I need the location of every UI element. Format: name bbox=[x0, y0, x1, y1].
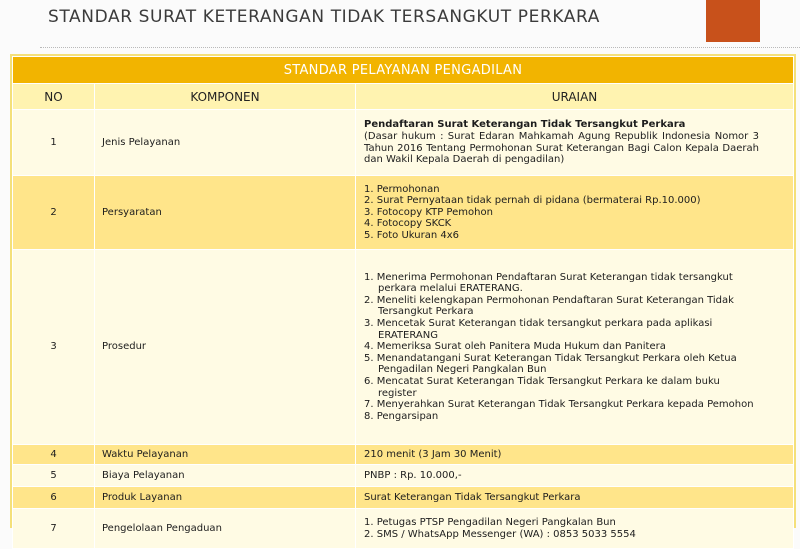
table-banner: STANDAR PELAYANAN PENGADILAN bbox=[13, 57, 794, 84]
accent-corner-box bbox=[706, 0, 760, 42]
column-header-no: NO bbox=[13, 84, 95, 110]
row-number: 6 bbox=[13, 487, 95, 509]
list-item: 3. Mencetak Surat Keterangan tidak tersangkut perkara pada aplikasi ERATERANG bbox=[364, 318, 713, 341]
list-item: 2. Meneliti kelengkapan Permohonan Pendaftaran Surat Keterangan Tidak Tersangkut Perkara bbox=[364, 294, 734, 318]
row-number: 2 bbox=[13, 176, 95, 250]
row-component: Persyaratan bbox=[95, 176, 356, 250]
row-description bbox=[356, 176, 794, 250]
service-standard-panel bbox=[10, 54, 796, 540]
title-divider bbox=[40, 47, 800, 48]
row-number: 1 bbox=[13, 110, 95, 176]
row-component: Biaya Pelayanan bbox=[95, 465, 356, 487]
procedure-list bbox=[364, 272, 759, 423]
list-item: 2. Surat Pernyataan tidak pernah di pidana (bermaterai Rp.10.000) bbox=[364, 195, 701, 207]
list-item: 2. SMS / WhatsApp Messenger (WA) : 0853 5033 5554 bbox=[364, 528, 636, 540]
row-number: 5 bbox=[13, 465, 95, 487]
row-description bbox=[356, 509, 794, 549]
column-header-komponen: KOMPONEN bbox=[95, 84, 356, 110]
list-item: 1. Permohonan bbox=[364, 183, 440, 195]
row-component: Produk Layanan bbox=[95, 487, 356, 509]
description-text: (Dasar hukum : Surat Edaran Mahkamah Agung Republik Indonesia Nomor 3 Tahun 2016 Tentang Permohonan Surat Keterangan Bagi Calon Kepala Daerah dan Wakil Kepala Daerah di pengadilan) bbox=[364, 130, 759, 166]
description-title: Pendaftaran Surat Keterangan Tidak Tersangkut Perkara bbox=[364, 119, 686, 131]
row-component: Jenis Pelayanan bbox=[95, 110, 356, 176]
list-item: 4. Fotocopy SKCK bbox=[364, 218, 452, 230]
table-row bbox=[13, 509, 794, 549]
list-item: 5. Menandatangani Surat Keterangan Tidak Tersangkut Perkara oleh Ketua Pengadilan Negeri Pangkalan Bun bbox=[364, 352, 737, 376]
table-header-row bbox=[13, 84, 794, 110]
column-header-uraian: URAIAN bbox=[356, 84, 794, 110]
table-row bbox=[13, 110, 794, 176]
row-description bbox=[356, 110, 794, 176]
list-item: 1. Petugas PTSP Pengadilan Negeri Pangkalan Bun bbox=[364, 516, 616, 528]
table-row bbox=[13, 487, 794, 509]
list-item: 1. Menerima Permohonan Pendaftaran Surat Keterangan tidak tersangkut perkara melalui ERATERANG. bbox=[364, 271, 733, 295]
row-description: Surat Keterangan Tidak Tersangkut Perkara bbox=[356, 487, 794, 509]
page-title: STANDAR SURAT KETERANGAN TIDAK TERSANGKUT PERKARA bbox=[48, 7, 600, 27]
row-component: Waktu Pelayanan bbox=[95, 445, 356, 465]
row-description: PNBP : Rp. 10.000,- bbox=[356, 465, 794, 487]
requirements-list bbox=[364, 184, 759, 242]
list-item: 5. Foto Ukuran 4x6 bbox=[364, 229, 459, 241]
row-description bbox=[356, 250, 794, 445]
row-component: Pengelolaan Pengaduan bbox=[95, 509, 356, 549]
row-number: 3 bbox=[13, 250, 95, 445]
service-standard-table bbox=[12, 56, 794, 549]
row-number: 4 bbox=[13, 445, 95, 465]
row-number: 7 bbox=[13, 509, 95, 549]
table-row bbox=[13, 445, 794, 465]
list-item: 3. Fotocopy KTP Pemohon bbox=[364, 206, 493, 218]
table-row bbox=[13, 465, 794, 487]
row-component: Prosedur bbox=[95, 250, 356, 445]
list-item: 6. Mencatat Surat Keterangan Tidak Tersangkut Perkara ke dalam buku register bbox=[364, 375, 720, 399]
table-banner-row bbox=[13, 57, 794, 84]
list-item: 4. Memeriksa Surat oleh Panitera Muda Hukum dan Panitera bbox=[364, 341, 666, 353]
table-row bbox=[13, 176, 794, 250]
row-description: 210 menit (3 Jam 30 Menit) bbox=[356, 445, 794, 465]
list-item: 7. Menyerahkan Surat Keterangan Tidak Tersangkut Perkara kepada Pemohon bbox=[364, 399, 754, 411]
list-item: 8. Pengarsipan bbox=[364, 410, 439, 422]
complaint-list bbox=[364, 517, 759, 540]
table-row bbox=[13, 250, 794, 445]
